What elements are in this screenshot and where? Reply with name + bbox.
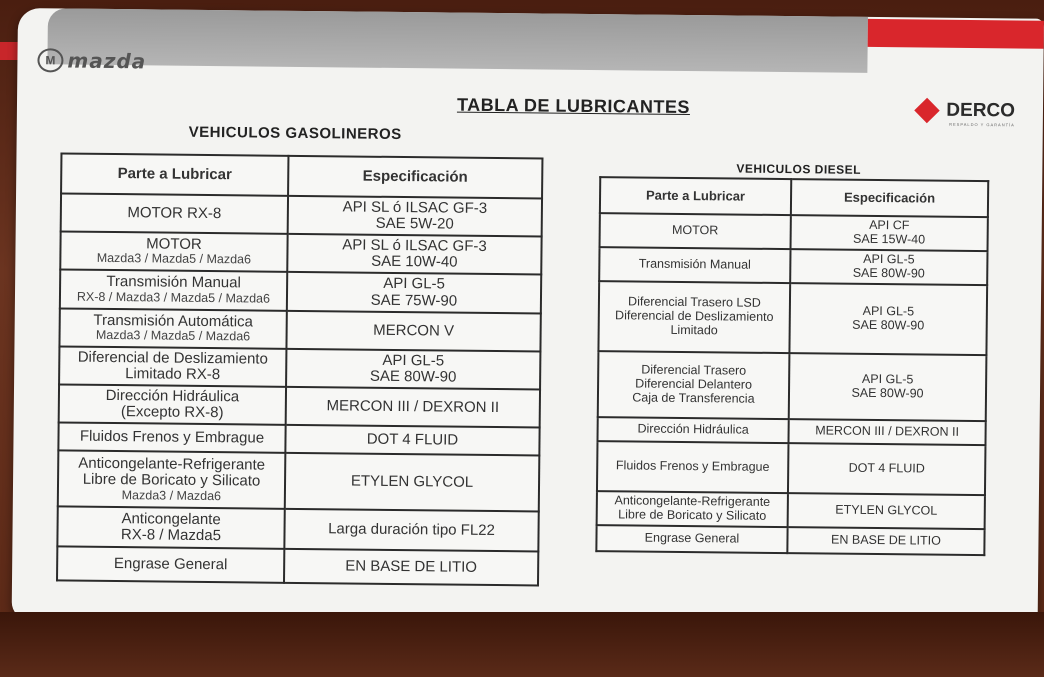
- spec-text: API GL-5: [383, 274, 446, 293]
- table-header-row: [600, 177, 988, 217]
- table-row: [597, 441, 986, 495]
- spec-text: DOT 4 FLUID: [366, 430, 459, 449]
- derco-wordmark: DERCO: [946, 99, 1016, 122]
- mazda-wordmark: mazda: [67, 48, 147, 74]
- spec-text: SAE 80W-90: [851, 385, 924, 401]
- spec-cell: [787, 527, 984, 555]
- part-cell: [58, 422, 285, 452]
- part-text: Dirección Hidráulica: [105, 386, 240, 405]
- spec-cell: [788, 493, 985, 529]
- table-row: [597, 491, 985, 529]
- spec-cell: [791, 215, 988, 251]
- part-text: MOTOR RX-8: [127, 203, 222, 222]
- spec-cell: [285, 453, 540, 512]
- part-cell: [59, 384, 286, 424]
- spec-cell: [788, 443, 986, 495]
- part-text: Fluidos Frenos y Embrague: [79, 427, 265, 447]
- spec-text: Larga duración tipo FL22: [328, 520, 496, 539]
- table-surface-below: [0, 612, 1044, 677]
- spec-cell: [284, 549, 538, 586]
- part-cell: [57, 506, 284, 548]
- part-text: Transmisión Automática: [93, 311, 254, 331]
- part-text: Limitado RX-8: [125, 365, 221, 384]
- part-cell: [598, 281, 790, 353]
- spec-cell: [286, 387, 540, 428]
- part-text: Fluidos Frenos y Embrague: [615, 458, 770, 475]
- model-list: Mazda3 / Mazda5 / Mazda6: [95, 328, 251, 344]
- part-text: Anticongelante-Refrigerante: [78, 454, 266, 474]
- part-text: Dirección Hidráulica: [637, 421, 749, 437]
- spec-text: API CF: [869, 218, 910, 233]
- gray-header-band: [47, 8, 868, 73]
- part-cell: [59, 308, 286, 348]
- table-row: [59, 384, 540, 427]
- table-header-row: [61, 153, 542, 198]
- table-row: [596, 525, 984, 555]
- part-cell: [600, 213, 791, 249]
- derco-logo: [918, 99, 1015, 122]
- part-text: Diferencial Trasero LSD: [628, 294, 761, 311]
- spec-text: SAE 75W-90: [370, 291, 458, 310]
- derco-diamond-icon: [915, 98, 940, 123]
- spec-text: EN BASE DE LITIO: [345, 557, 478, 576]
- spec-text: MERCON III / DEXRON II: [326, 397, 500, 416]
- part-cell: [61, 193, 288, 233]
- spec-text: API GL-5: [863, 252, 915, 267]
- table-row: [599, 247, 987, 285]
- spec-cell: [286, 349, 540, 390]
- spec-text: MERCON III / DEXRON II: [815, 423, 960, 440]
- part-cell: [599, 247, 790, 283]
- spec-cell: [789, 353, 987, 421]
- part-text: Anticongelante: [121, 509, 221, 528]
- part-text: MOTOR: [146, 235, 202, 253]
- page-title: TABLA DE LUBRICANTES: [456, 94, 691, 118]
- table-row: [600, 213, 988, 251]
- table-row: [60, 269, 541, 313]
- spec-text: ETYLEN GLYCOL: [835, 502, 938, 518]
- part-cell: [597, 417, 788, 443]
- part-text: Engrase General: [644, 530, 740, 546]
- spec-cell: [285, 425, 539, 456]
- gasoline-lubricant-table: [56, 152, 543, 586]
- spec-text: DOT 4 FLUID: [848, 460, 925, 476]
- model-list: Mazda3 / Mazda6: [121, 487, 222, 503]
- part-text: MOTOR: [671, 222, 719, 238]
- part-text: Diferencial de Deslizamiento: [77, 348, 268, 368]
- part-text: Diferencial Delantero: [635, 376, 753, 392]
- spec-text: API SL ó ILSAC GF-3: [342, 235, 487, 255]
- table-row: [598, 351, 987, 421]
- spec-cell: [286, 311, 540, 352]
- spec-text: SAE 80W-90: [852, 265, 925, 281]
- spec-text: SAE 80W-90: [369, 367, 457, 386]
- part-text: Libre de Boricato y Silicato: [82, 470, 261, 490]
- red-header-band: [868, 19, 1044, 49]
- spec-text: SAE 5W-20: [375, 214, 454, 233]
- table-row: [59, 346, 540, 389]
- spec-text: SAE 10W-40: [371, 252, 458, 271]
- spec-cell: [284, 509, 538, 552]
- part-text: Diferencial de Deslizamiento: [615, 308, 774, 325]
- column-header-part: Parte a Lubricar: [61, 153, 288, 195]
- spec-cell: [287, 272, 541, 314]
- part-cell: [598, 351, 790, 419]
- part-cell: [597, 491, 788, 527]
- mazda-emblem-icon: M: [37, 48, 63, 72]
- column-header-spec: Especificación: [791, 179, 988, 217]
- spec-text: API SL ó ILSAC GF-3: [342, 197, 488, 217]
- part-cell: [597, 441, 788, 493]
- part-text: (Excepto RX-8): [120, 403, 224, 422]
- model-list: RX-8 / Mazda3 / Mazda5 / Mazda6: [76, 289, 271, 306]
- spec-text: API GL-5: [861, 372, 914, 387]
- mazda-logo: [37, 48, 146, 73]
- part-text: Engrase General: [113, 554, 228, 573]
- part-cell: [596, 525, 787, 553]
- part-cell: [58, 450, 286, 508]
- spec-text: API GL-5: [862, 304, 915, 319]
- part-text: Caja de Transferencia: [632, 390, 755, 406]
- part-text: Libre de Boricato y Silicato: [618, 507, 767, 523]
- diesel-heading: VEHICULOS DIESEL: [736, 161, 862, 177]
- spec-text: API GL-5: [382, 351, 445, 369]
- part-text: Anticongelante-Refrigerante: [614, 493, 771, 510]
- column-header-part: Parte a Lubricar: [600, 177, 791, 215]
- table-row: [60, 231, 541, 274]
- spec-text: EN BASE DE LITIO: [831, 532, 941, 548]
- spec-cell: [790, 249, 987, 285]
- spec-cell: [789, 283, 987, 355]
- table-row: [58, 450, 540, 511]
- part-cell: [57, 546, 284, 582]
- part-cell: [60, 231, 287, 271]
- table-row: [59, 308, 540, 351]
- derco-tagline: RESPALDO Y GARANTÍA: [949, 121, 1015, 128]
- table-row: [61, 193, 542, 236]
- diesel-lubricant-table: [595, 176, 989, 556]
- model-list: Mazda3 / Mazda5 / Mazda6: [96, 251, 252, 267]
- part-cell: [59, 346, 286, 386]
- part-cell: [60, 269, 287, 310]
- spec-cell: [288, 196, 542, 237]
- spec-cell: [287, 234, 541, 275]
- table-row: [57, 506, 538, 551]
- table-row: [598, 281, 987, 355]
- manual-page: [12, 8, 1044, 631]
- part-text: Transmisión Manual: [638, 256, 751, 272]
- part-text: RX-8 / Mazda5: [120, 526, 222, 545]
- part-text: Diferencial Trasero: [641, 362, 747, 379]
- column-header-spec: Especificación: [288, 156, 542, 199]
- spec-text: SAE 80W-90: [852, 317, 925, 333]
- gasoline-heading: VEHICULOS GASOLINEROS: [188, 123, 402, 144]
- spec-text: SAE 15W-40: [853, 231, 926, 247]
- spec-text: MERCON V: [373, 321, 455, 340]
- spec-cell: [788, 419, 985, 445]
- table-row: [57, 546, 538, 585]
- part-text: Transmisión Manual: [106, 273, 241, 292]
- part-text: Limitado: [670, 322, 718, 338]
- spec-text: ETYLEN GLYCOL: [350, 472, 474, 491]
